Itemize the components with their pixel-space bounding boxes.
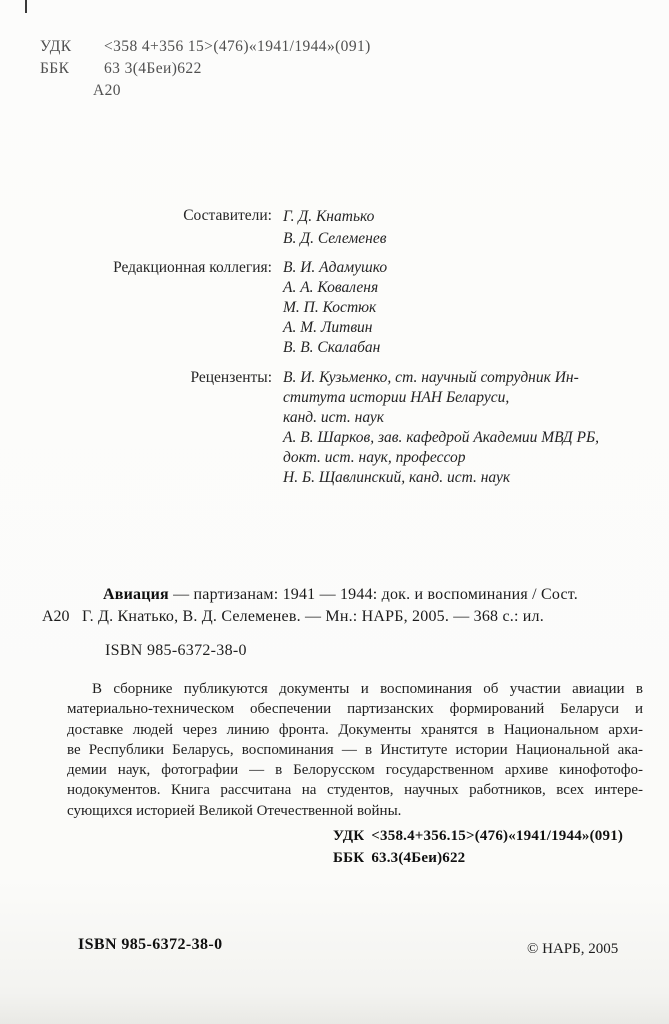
bbk-row [40, 58, 371, 80]
reviewer-line: В. И. Кузьменко, ст. научный сотрудник Ин- [283, 369, 579, 386]
compiler-name: В. Д. Селеменев [283, 230, 387, 247]
annotation-line: ве Республики Беларусь, воспоминания — в Институте истории Национальной ака- [67, 741, 643, 758]
compilers-names [283, 206, 653, 250]
editor-name: А. А. Коваленя [283, 279, 379, 296]
author-mark: А20 [93, 82, 121, 99]
reviewers-lines [283, 368, 653, 488]
udk-label: УДК [40, 38, 72, 55]
reviewer-line: докт. ист. наук, профессор [283, 449, 466, 466]
scan-artifact-line [25, 0, 27, 13]
annotation-line: демии наук, фотографии — в Белорусском государственном архиве кинофотофо- [67, 762, 643, 779]
bbk-value-bottom: 63.3(4Беи)622 [371, 849, 466, 866]
bbk-row-bottom [333, 848, 623, 870]
book-title: Авиация [103, 586, 169, 603]
bottom-classification-codes [333, 826, 623, 869]
reviewer-line: канд. ист. наук [283, 409, 385, 426]
udk-row-bottom [333, 826, 623, 848]
catalog-entry-line1-rest: — партизанам: 1941 — 1944: док. и воспоминания / Сост. [168, 586, 578, 603]
editor-name: В. И. Адамушко [283, 259, 388, 276]
udk-label-bottom: УДК [333, 828, 365, 844]
editor-name: А. М. Литвин [283, 319, 373, 336]
annotation-line: нодокументов. Книга рассчитана на студентов, научных работников, всех интере- [67, 782, 643, 799]
reviewer-line: Н. Б. Щавлинский, канд. ист. наук [283, 469, 511, 486]
reviewers-label: Рецензенты: [190, 369, 272, 386]
editor-name: В. В. Скалабан [283, 339, 381, 356]
reviewer-line: А. В. Шарков, зав. кафедрой Академии МВД РБ, [283, 429, 599, 446]
annotation-line: сующихся историей Великой Отечественной войны. [67, 802, 402, 819]
top-classification-codes [40, 36, 371, 102]
copyright-notice: © НАРБ, 2005 [527, 941, 619, 957]
catalog-entry-line1 [103, 586, 578, 604]
editorial-board-names [283, 258, 653, 358]
compiler-name: Г. Д. Кнатько [283, 208, 375, 225]
reviewer-line: ститута истории НАН Беларуси, [283, 389, 510, 406]
bbk-label: ББК [40, 60, 70, 77]
udk-row [40, 36, 371, 58]
annotation-paragraph [67, 679, 643, 821]
annotation-line: В сборнике публикуются документы и воспоминания об участии авиации в [92, 681, 643, 697]
isbn-catalog: ISBN 985-6372-38-0 [105, 642, 247, 659]
editor-name: М. П. Костюк [283, 299, 377, 316]
udk-value-bottom: <358.4+356.15>(476)«1941/1944»(091) [371, 828, 624, 844]
bbk-label-bottom: ББК [333, 849, 365, 866]
catalog-entry-line2: Г. Д. Кнатько, В. Д. Селеменев. — Мн.: НАРБ, 2005. — 368 с.: ил. [82, 608, 544, 625]
editorial-board-label: Редакционная коллегия: [113, 259, 272, 276]
compilers-label: Составители: [183, 207, 272, 224]
annotation-line: доставке людей через линию фронта. Документы хранятся в Национальном архи- [67, 721, 643, 738]
catalog-author-mark: А20 [42, 608, 70, 625]
annotation-line: материально-техническом обеспечении партизанских формирований Беларуси и [67, 701, 643, 718]
bbk-value: 63 3(4Беи)622 [104, 60, 202, 77]
isbn-footer: ISBN 985-6372-38-0 [78, 936, 223, 953]
udk-value: <358 4+356 15>(476)«1941/1944»(091) [104, 38, 371, 55]
